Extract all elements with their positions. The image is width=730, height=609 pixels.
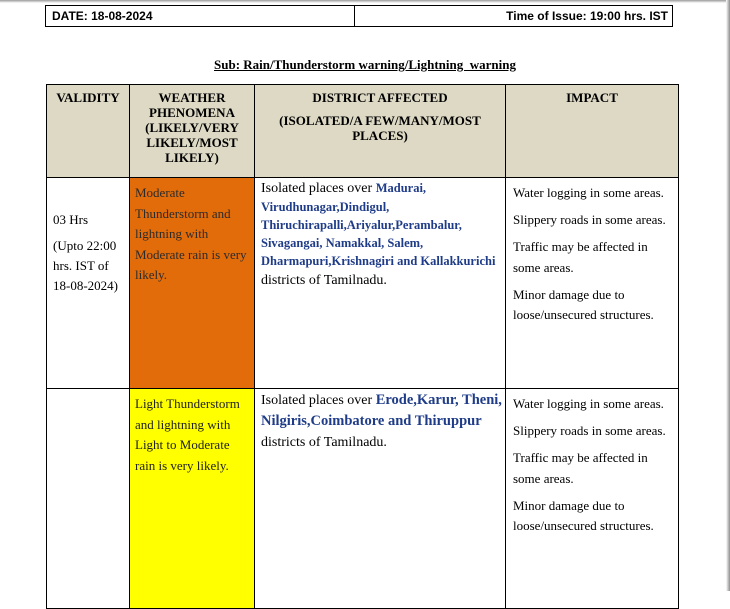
phenomena-cell-light: Light Thunderstorm and lightning with Light to Moderate rain is very likely. <box>130 389 255 609</box>
table-row <box>47 389 679 609</box>
warning-table <box>46 84 679 609</box>
validity-cell-empty <box>47 389 130 609</box>
district-list: Madurai, Virudhunagar,Dindigul, Thiruchirapalli,Ariyalur,Perambalur, Sivagangai, Namakkal, Salem, Dharmapuri,Krishnagiri and Kallakkurichi <box>261 181 496 268</box>
impact-item: Water logging in some areas. <box>513 185 664 200</box>
page-shadow-top <box>0 0 730 3</box>
subject-line <box>0 57 730 73</box>
impact-item: Minor damage due to loose/unsecured structures. <box>513 286 654 322</box>
validity-cell <box>47 178 130 389</box>
page-shadow-right <box>726 0 730 591</box>
district-suffix: districts of Tamilnadu. <box>261 435 387 450</box>
issue-header <box>45 5 673 27</box>
district-prefix: Isolated places over <box>261 181 376 196</box>
phenomena-cell-moderate: Moderate Thunderstorm and lightning with Moderate rain is very likely. <box>130 178 255 389</box>
impact-item: Traffic may be affected in some areas. <box>513 450 648 486</box>
header-weather-phenomena: WEATHER PHENOMENA (LIKELY/VERY LIKELY/MOST LIKELY) <box>130 85 255 178</box>
time-of-issue: Time of Issue: 19:00 hrs. IST <box>506 9 668 23</box>
validity-hours: 03 Hrs <box>53 212 89 227</box>
impact-cell <box>506 389 679 609</box>
district-prefix: Isolated places over <box>261 393 376 408</box>
header-impact: IMPACT <box>506 85 679 178</box>
district-cell <box>255 178 506 389</box>
impact-item: Slippery roads in some areas. <box>513 423 666 438</box>
table-header-row <box>47 85 679 178</box>
impact-item: Traffic may be affected in some areas. <box>513 239 648 275</box>
validity-detail: (Upto 22:00 hrs. IST of 18-08-2024) <box>53 238 118 293</box>
impact-item: Minor damage due to loose/unsecured structures. <box>513 497 654 533</box>
district-suffix: districts of Tamilnadu. <box>261 273 387 288</box>
header-validity: VALIDITY <box>47 85 130 178</box>
district-list: Erode,Karur, Theni, Nilgiris,Coimbatore and Thiruppur <box>261 392 502 429</box>
table-row <box>47 178 679 389</box>
header-district-affected <box>255 85 506 178</box>
header-district-title: DISTRICT AFFECTED <box>312 90 448 105</box>
subject-text: Sub: Rain/Thunderstorm warning/Lightning warning <box>214 57 516 72</box>
impact-item: Slippery roads in some areas. <box>513 212 666 227</box>
impact-item: Water logging in some areas. <box>513 396 664 411</box>
impact-cell <box>506 178 679 389</box>
issue-date: DATE: 18-08-2024 <box>46 6 355 26</box>
header-district-subtitle: (ISOLATED/A FEW/MANY/MOST PLACES) <box>279 113 481 143</box>
district-cell <box>255 389 506 609</box>
